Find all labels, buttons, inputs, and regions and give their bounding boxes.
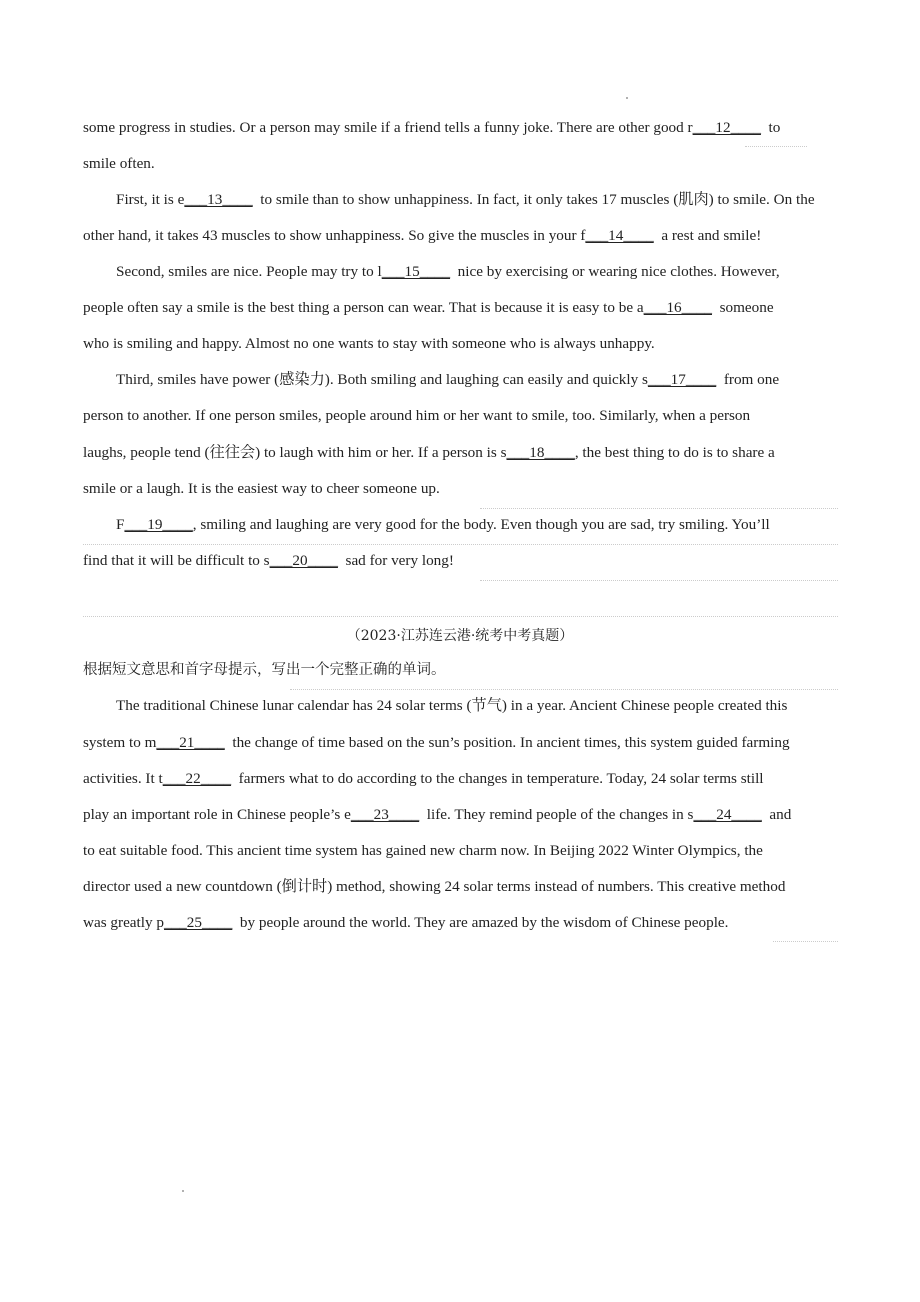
answer-blank-13[interactable]: ___13____ — [184, 191, 253, 208]
text: someone — [712, 299, 774, 316]
text: the change of time based on the sun’s position. In ancient times, this system guided farming — [224, 734, 790, 751]
answer-blank-18[interactable]: ___18____ — [506, 444, 575, 461]
source-label: （2023·江苏连云港·统考中考真题） — [346, 628, 574, 644]
p1-line-11 — [83, 479, 440, 499]
p1-line-6 — [83, 298, 774, 318]
text: and — [761, 806, 792, 823]
text: from one — [716, 371, 780, 388]
answer-blank-19[interactable]: ___19____ — [124, 516, 193, 533]
text: First, it is e — [116, 191, 185, 208]
text: who is smiling and happy. Almost no one wants to stay with someone who is always unhappy. — [83, 335, 655, 352]
p2-line-2 — [83, 733, 790, 753]
dotted-guide — [480, 508, 838, 509]
text: people often say a smile is the best thing a person can wear. That is because it is easy to be a — [83, 299, 644, 316]
text: other hand, it takes 43 muscles to show unhappiness. So give the muscles in your f — [83, 227, 586, 244]
answer-blank-15[interactable]: ___15____ — [381, 263, 451, 280]
answer-blank-22[interactable]: ___22____ — [162, 770, 232, 787]
text: by people around the world. They are amazed by the wisdom of Chinese people. — [232, 914, 729, 931]
p1-line-10 — [83, 443, 775, 463]
text: smile or a laugh. It is the easiest way to cheer someone up. — [83, 480, 440, 497]
text: Third, smiles have power (感染力). Both smiling and laughing can easily and quickly s — [116, 371, 648, 388]
p2-line-4 — [83, 805, 791, 825]
text: , the best thing to do is to share a — [574, 444, 775, 461]
answer-blank-21[interactable]: ___21____ — [156, 734, 225, 751]
p1-line-1 — [83, 118, 780, 138]
text: life. They remind people of the changes in s — [419, 806, 694, 823]
text: Second, smiles are nice. People may try to l — [116, 263, 382, 280]
text: find that it will be difficult to s — [83, 552, 270, 569]
text: nice by exercising or wearing nice clothes. However, — [450, 263, 780, 280]
answer-blank-17[interactable]: ___17____ — [647, 371, 717, 388]
text: farmers what to do according to the changes in temperature. Today, 24 solar terms still — [231, 770, 764, 787]
text: a rest and smile! — [653, 227, 762, 244]
dotted-guide — [745, 146, 807, 147]
dotted-guide — [290, 689, 838, 690]
text: activities. It t — [83, 770, 163, 787]
answer-blank-14[interactable]: ___14____ — [585, 227, 654, 244]
text: sad for very long! — [337, 552, 454, 569]
p1-line-4 — [83, 226, 761, 246]
text: to — [760, 119, 781, 136]
text: director used a new countdown (倒计时) method, showing 24 solar terms instead of numbers. This creative method — [83, 878, 786, 895]
dotted-guide — [83, 544, 838, 545]
answer-blank-20[interactable]: ___20____ — [269, 552, 338, 569]
text: to smile than to show unhappiness. In fact, it only takes 17 muscles (肌肉) to smile. On the — [252, 191, 815, 208]
dotted-guide — [83, 616, 838, 617]
p1-line-2 — [83, 154, 155, 174]
speck — [626, 97, 628, 99]
instruction: 根据短文意思和首字母提示，写出一个完整正确的单词。 — [83, 662, 446, 678]
text: to eat suitable food. This ancient time system has gained new charm now. In Beijing 2022 Winter Olympics, the — [83, 842, 763, 859]
p2-line-7 — [83, 913, 728, 933]
dotted-guide — [480, 580, 838, 581]
speck — [182, 1190, 184, 1192]
text: , smiling and laughing are very good for the body. Even though you are sad, try smiling. You’ll — [192, 516, 770, 533]
dotted-guide — [773, 941, 838, 942]
p1-line-5 — [116, 262, 780, 282]
answer-blank-25[interactable]: ___25____ — [163, 914, 233, 931]
text: person to another. If one person smiles, people around him or her want to smile, too. Similarly, when a person — [83, 407, 751, 424]
p2-line-1 — [116, 696, 787, 716]
p1-line-7 — [83, 334, 655, 354]
answer-blank-24[interactable]: ___24____ — [693, 806, 762, 823]
p2-line-5 — [83, 841, 763, 861]
p1-line-13 — [83, 551, 454, 571]
p1-line-3 — [116, 190, 815, 210]
text: system to m — [83, 734, 157, 751]
text: was greatly p — [83, 914, 164, 931]
text: F — [116, 516, 125, 533]
p1-line-9 — [83, 406, 750, 426]
answer-blank-16[interactable]: ___16____ — [643, 299, 712, 316]
text: play an important role in Chinese people’s e — [83, 806, 351, 823]
text: The traditional Chinese lunar calendar has 24 solar terms (节气) in a year. Ancient Chinese people created this — [116, 697, 788, 714]
p1-line-12 — [116, 515, 770, 535]
answer-blank-12[interactable]: ___12____ — [692, 119, 761, 136]
text: smile often. — [83, 155, 155, 172]
p2-line-3 — [83, 769, 764, 789]
text: laughs, people tend (往往会) to laugh with him or her. If a person is s — [83, 444, 507, 461]
text: some progress in studies. Or a person may smile if a friend tells a funny joke. There are other good r — [83, 119, 693, 136]
p1-line-8 — [116, 370, 779, 390]
p2-line-6 — [83, 877, 785, 897]
answer-blank-23[interactable]: ___23____ — [350, 806, 420, 823]
